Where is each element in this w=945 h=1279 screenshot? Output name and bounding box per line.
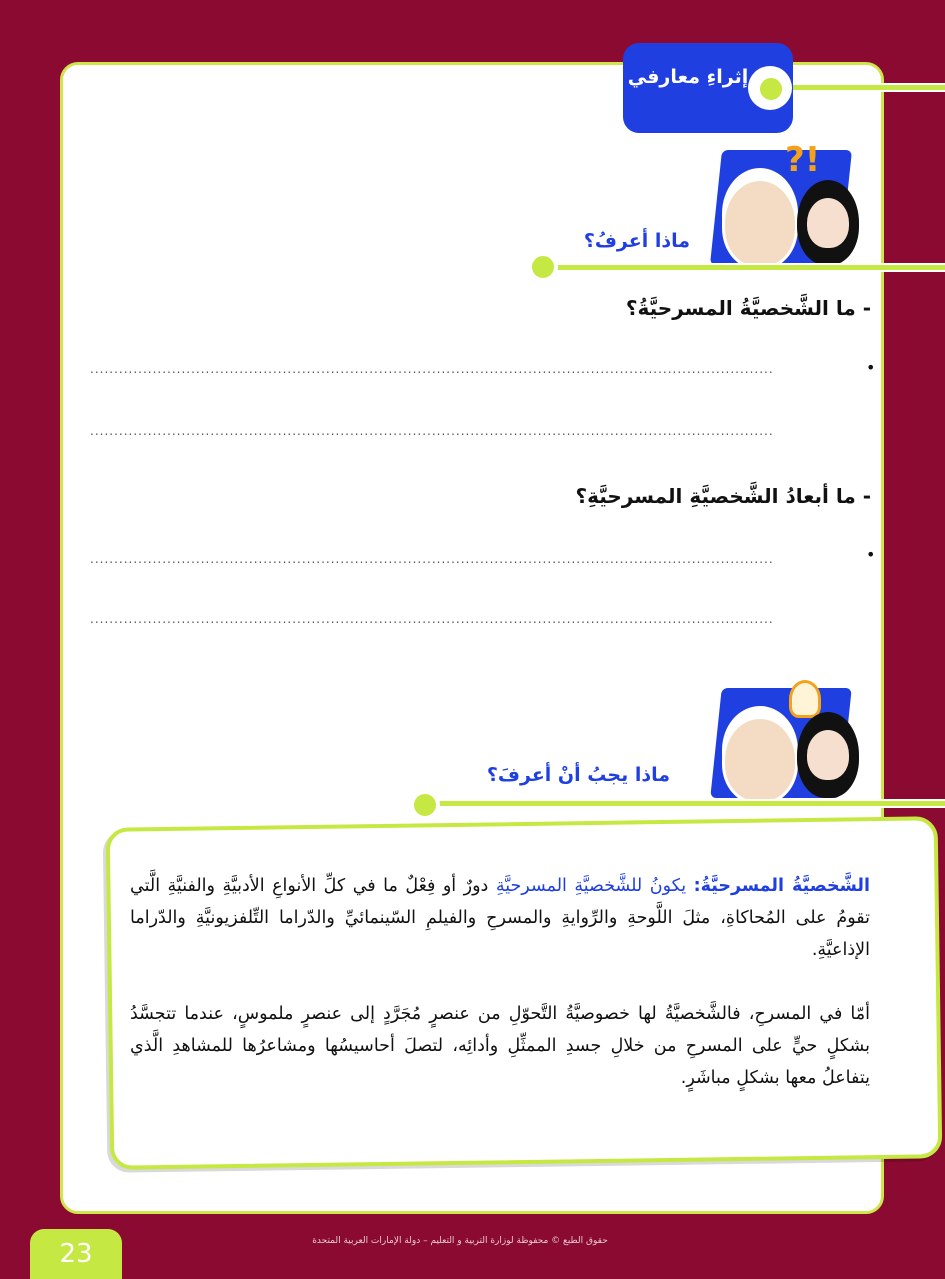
section-line-1: [545, 263, 945, 272]
answer-line-2a[interactable]: ..............................................................................................................................................: [90, 552, 774, 566]
copyright-text: حقوق الطبع © محفوظة لوزارة التربية و التعليم – دولة الإمارات العربية المتحدة: [312, 1236, 608, 1246]
question-marks-icon: ?!: [785, 140, 821, 180]
tab-dot: [756, 74, 786, 104]
theatre-paragraph: أمّا في المسرحِ، فالشَّخصيَّةُ لها خصوصيَّةُ التَّحوّلِ من عنصرٍ مُجَرَّدٍ إلى عنصرٍ ملموسٍ، عندما تتجسَّدُ بشكلٍ حيٍّ على المسرحِ من خلالِ جسدِ الممثِّلِ وأدائِه، لتصلَ أحاسيسُها ومشاعرُها للمشاهدِ الَّذي يتفاعلُ معها بشكلٍ مباشَرٍ.: [130, 1004, 870, 1088]
girl-face: [807, 198, 849, 248]
definition-paragraph: [130, 870, 870, 966]
section-heading-what-i-should-know: ماذا يجبُ أنْ أعرفَ؟: [486, 764, 670, 786]
section-heading-what-i-know: ماذا أعرفُ؟: [583, 230, 690, 252]
tab-connector-line: [780, 83, 945, 92]
answer-line-2b[interactable]: ..............................................................................................................................................: [90, 612, 774, 626]
section-dot-1: [528, 252, 558, 282]
girl-face-2: [807, 730, 849, 780]
question-1: - ما الشَّخصيَّةُ المسرحيَّةُ؟: [625, 296, 871, 320]
question-2: - ما أبعادُ الشَّخصيَّةِ المسرحيَّةِ؟: [575, 484, 871, 508]
definition-lead: يكونُ للشَّخصيَّةِ المسرحيَّةِ: [495, 876, 694, 896]
boy-character-icon-2: [722, 716, 798, 804]
lightbulb-icon: [789, 680, 821, 718]
section-dot-2: [410, 790, 440, 820]
answer-bullet-1: •: [866, 358, 876, 377]
info-text: [130, 870, 870, 1094]
answer-line-1b[interactable]: ..............................................................................................................................................: [90, 424, 774, 438]
tab-title: إثراءِ معارفي: [627, 66, 749, 88]
section-line-2: [430, 799, 945, 808]
page-number: 23: [30, 1229, 122, 1279]
answer-bullet-2: •: [866, 545, 876, 564]
definition-term: الشَّخصيَّةُ المسرحيَّةُ:: [693, 876, 870, 896]
boy-character-icon: [722, 178, 798, 269]
definition-rest: دورٌ أو فِعْلٌ ما في كلِّ الأنواعِ الأدبيَّةِ والفنيَّةِ الَّتي تقومُ على المُحاكاةِ، مثلَ اللَّوحةِ والرِّوايةِ والمسرحِ والفيلمِ السّينمائيِّ والدّراما التِّلفزيونيَّةِ والدّراما الإذاعيَّةِ.: [130, 876, 870, 960]
answer-line-1a[interactable]: ..............................................................................................................................................: [90, 362, 774, 376]
